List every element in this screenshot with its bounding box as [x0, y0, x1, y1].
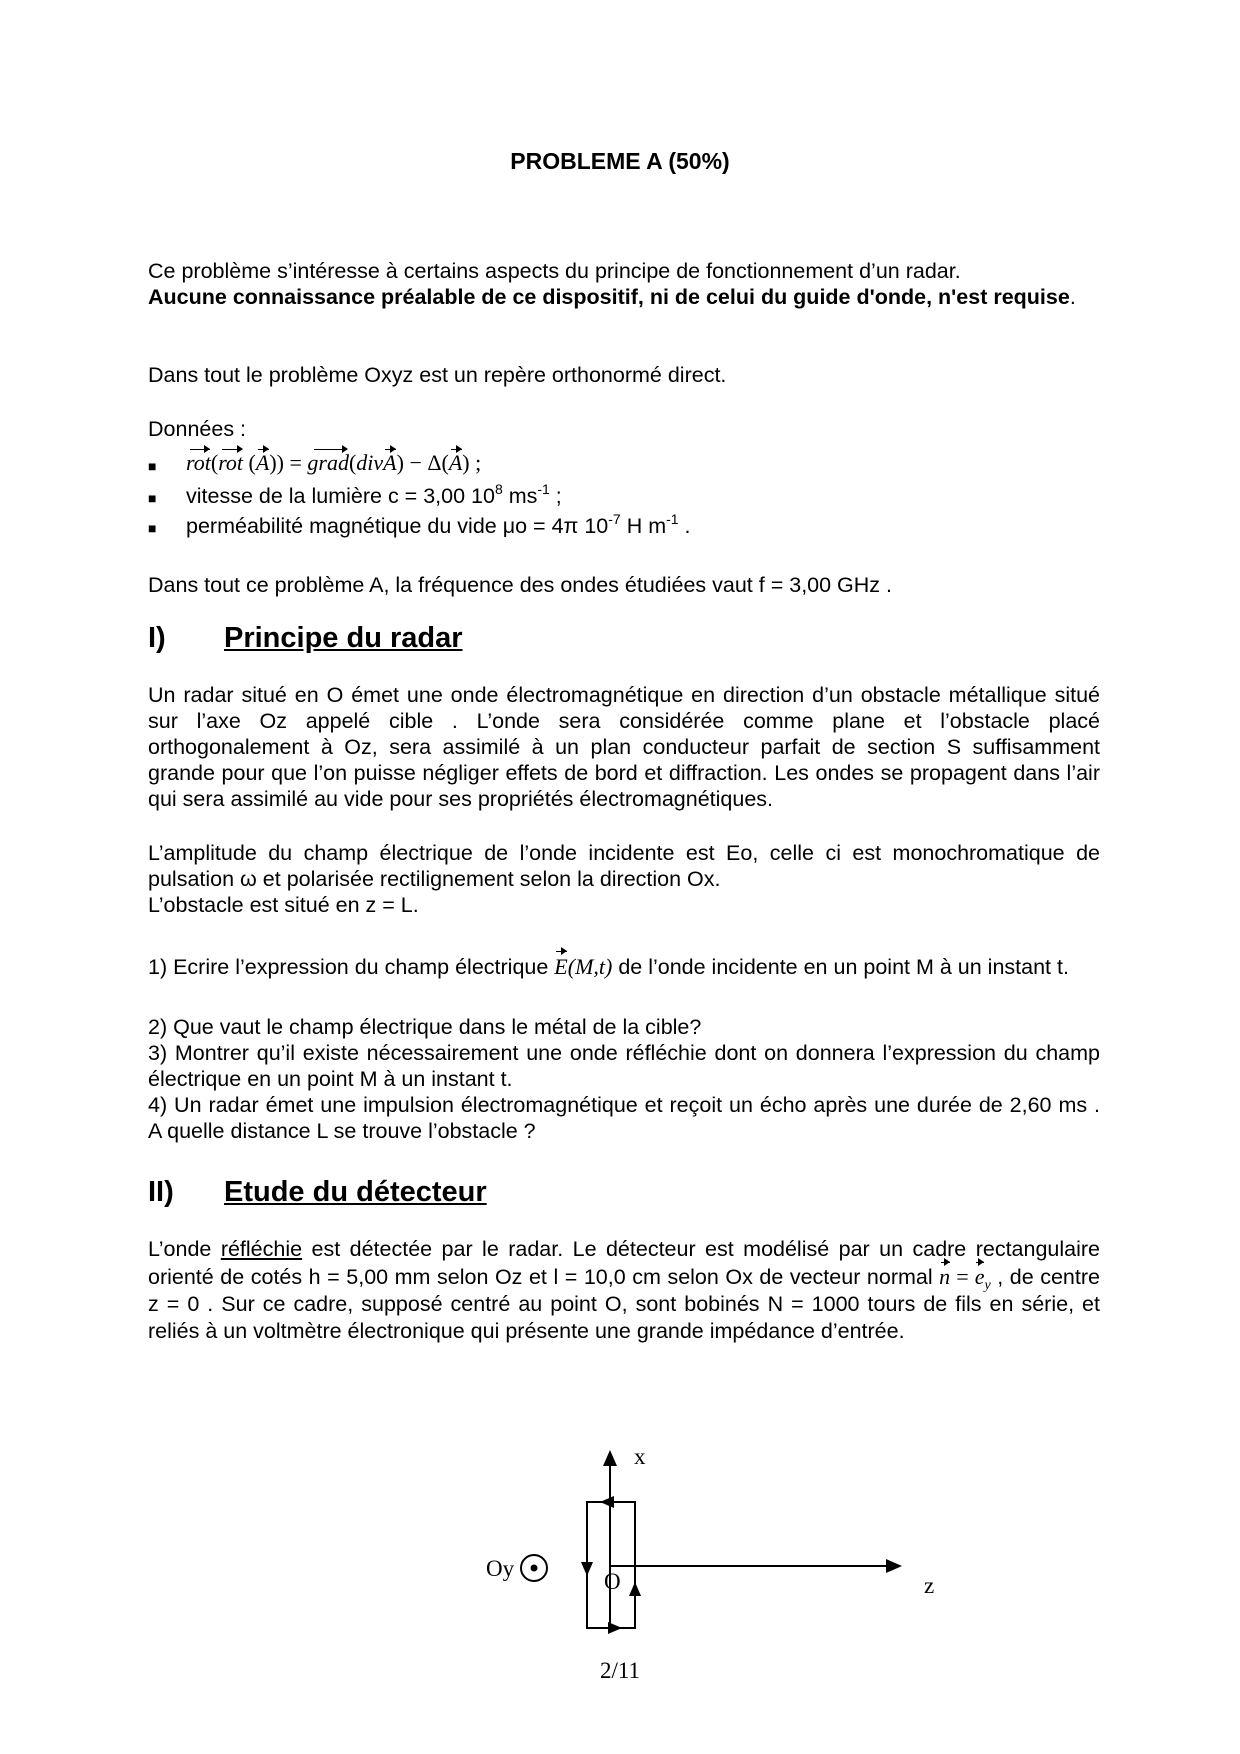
problem-title: PROBLEME A (50%): [510, 148, 730, 174]
rot-vector: rot: [186, 450, 211, 475]
detector-text-end: , de centre z = 0 . Sur ce cadre, supposé centré au point O, sont bobinés N = 1000 tours de fils en série, et reliés à un voltmètre électronique qui présente une grande impédance d’entrée.: [148, 1265, 1100, 1343]
question-3: 3) Montrer qu’il existe nécessairement une onde réfléchie dont on donnera l’expression du champ électrique en un point M à un instant t.: [148, 1041, 1100, 1091]
light-speed-unit-exponent: -1: [537, 481, 550, 497]
intro-line: Ce problème s’intéresse à certains aspects du principe de fonctionnement d’un radar.: [148, 259, 961, 283]
z-axis-arrow: [886, 1559, 902, 1573]
e-field-vector: E: [554, 952, 567, 982]
donnees-label: Données :: [148, 417, 247, 441]
frame-arrow-top: [600, 1496, 614, 1508]
section-1-paragraph-1: Un radar situé en O émet une onde électromagnétique en direction d’un obstacle métallique situé sur l’axe Oz appelé cible . L’onde sera considérée comme plane et l’obstacle placé orthogonalement à Oz, sera assimilé à un plan conducteur parfait de section S suffisamment grande pour que l’on puisse négliger effets de bord et diffraction. Les ondes se propagent dans l’air qui sera assimilé au vide pour ses propriétés électromagnétiques.: [148, 683, 1100, 811]
question-1-start: 1) Ecrire l’expression du champ électrique: [148, 955, 555, 979]
frame-arrow-bottom: [608, 1622, 622, 1634]
frequency-statement: Dans tout ce problème A, la fréquence des ondes étudiées vaut f = 3,00 GHz .: [148, 573, 892, 597]
light-speed-unit: ms: [502, 484, 538, 508]
oy-label: Oy: [486, 1556, 515, 1581]
light-speed-end: ;: [549, 484, 562, 508]
laplacian-symbol: Δ: [427, 450, 442, 475]
e-field-args: (M,t): [567, 954, 613, 979]
e-y-vector: e: [974, 1264, 985, 1289]
section-1-title: Principe du radar: [224, 622, 463, 654]
x-axis-label: x: [634, 1444, 646, 1469]
reflected-underlined: réfléchie: [220, 1237, 303, 1261]
n-vector: n: [939, 1264, 951, 1289]
permeability-exponent: -7: [608, 511, 621, 527]
section-2-number: II): [148, 1176, 174, 1208]
z-axis-label: z: [924, 1573, 935, 1598]
obstacle-position-text: L’obstacle est situé en z = L.: [148, 893, 419, 917]
bullet-marker: ■: [148, 458, 157, 474]
question-2: 2) Que vaut le champ électrique dans le métal de la cible?: [148, 1015, 702, 1039]
formula-end: ;: [469, 450, 482, 475]
frame-statement: Dans tout le problème Oxyz est un repère orthonormé direct.: [148, 363, 727, 387]
e-y-subscript: y: [984, 1278, 991, 1293]
vector-identity-formula: rot(rot (A)) = grad(divA) − Δ(A) ;: [186, 450, 482, 475]
a-vector: A: [255, 450, 270, 475]
permeability-unit: H m: [620, 514, 667, 538]
frame-arrow-left: [581, 1562, 593, 1576]
detector-text-mid: est détectée par le radar. Le détecteur est modélisé par un cadre rectangulaire orienté de cotés h = 5,00 mm selon Oz et l = 10,0 cm selon Ox de vecteur normal: [148, 1237, 1100, 1289]
equals-sign: =: [950, 1264, 975, 1289]
a-vector-div: A: [383, 450, 397, 475]
light-speed-exponent: 8: [494, 481, 503, 497]
grad-vector: grad: [307, 450, 349, 475]
intro-bold-notice: Aucune connaissance préalable de ce dispositif, ni de celui du guide d'onde, n'est requise: [148, 285, 1070, 309]
permeability-value: perméabilité magnétique du vide μo = 4π 10: [186, 514, 609, 538]
bullet-marker: ■: [148, 520, 157, 536]
div-operator: div: [356, 450, 384, 475]
permeability-unit-exponent: -1: [666, 511, 679, 527]
page-number: 2/11: [599, 1658, 641, 1683]
bullet-marker: ■: [148, 490, 157, 506]
permeability-end: .: [678, 514, 691, 538]
question-1-end: de l’onde incidente en un point M à un instant t.: [612, 955, 1069, 979]
rot-vector-inner: rot: [218, 450, 244, 475]
question-4: 4) Un radar émet une impulsion électromagnétique et reçoit un écho après une durée de 2,60 ms . A quelle distance L se trouve l’obstacle ?: [148, 1093, 1100, 1143]
origin-label: O: [604, 1569, 621, 1594]
oy-dot: [531, 1565, 538, 1572]
light-speed-value: vitesse de la lumière c = 3,00 10: [186, 484, 495, 508]
section-2-title: Etude du détecteur: [224, 1176, 487, 1208]
x-axis-arrow: [603, 1450, 617, 1466]
frame-arrow-right: [629, 1582, 641, 1596]
amplitude-text: L’amplitude du champ électrique de l’onde incidente est Eo, celle ci est monochromatique de pulsation ω et polarisée rectilignement selon la direction Ox.: [148, 841, 1100, 891]
detector-text-start: L’onde: [148, 1237, 221, 1261]
intro-bold-end: .: [1069, 285, 1076, 309]
a-vector-lap: A: [448, 450, 463, 475]
section-1-number: I): [148, 622, 166, 654]
